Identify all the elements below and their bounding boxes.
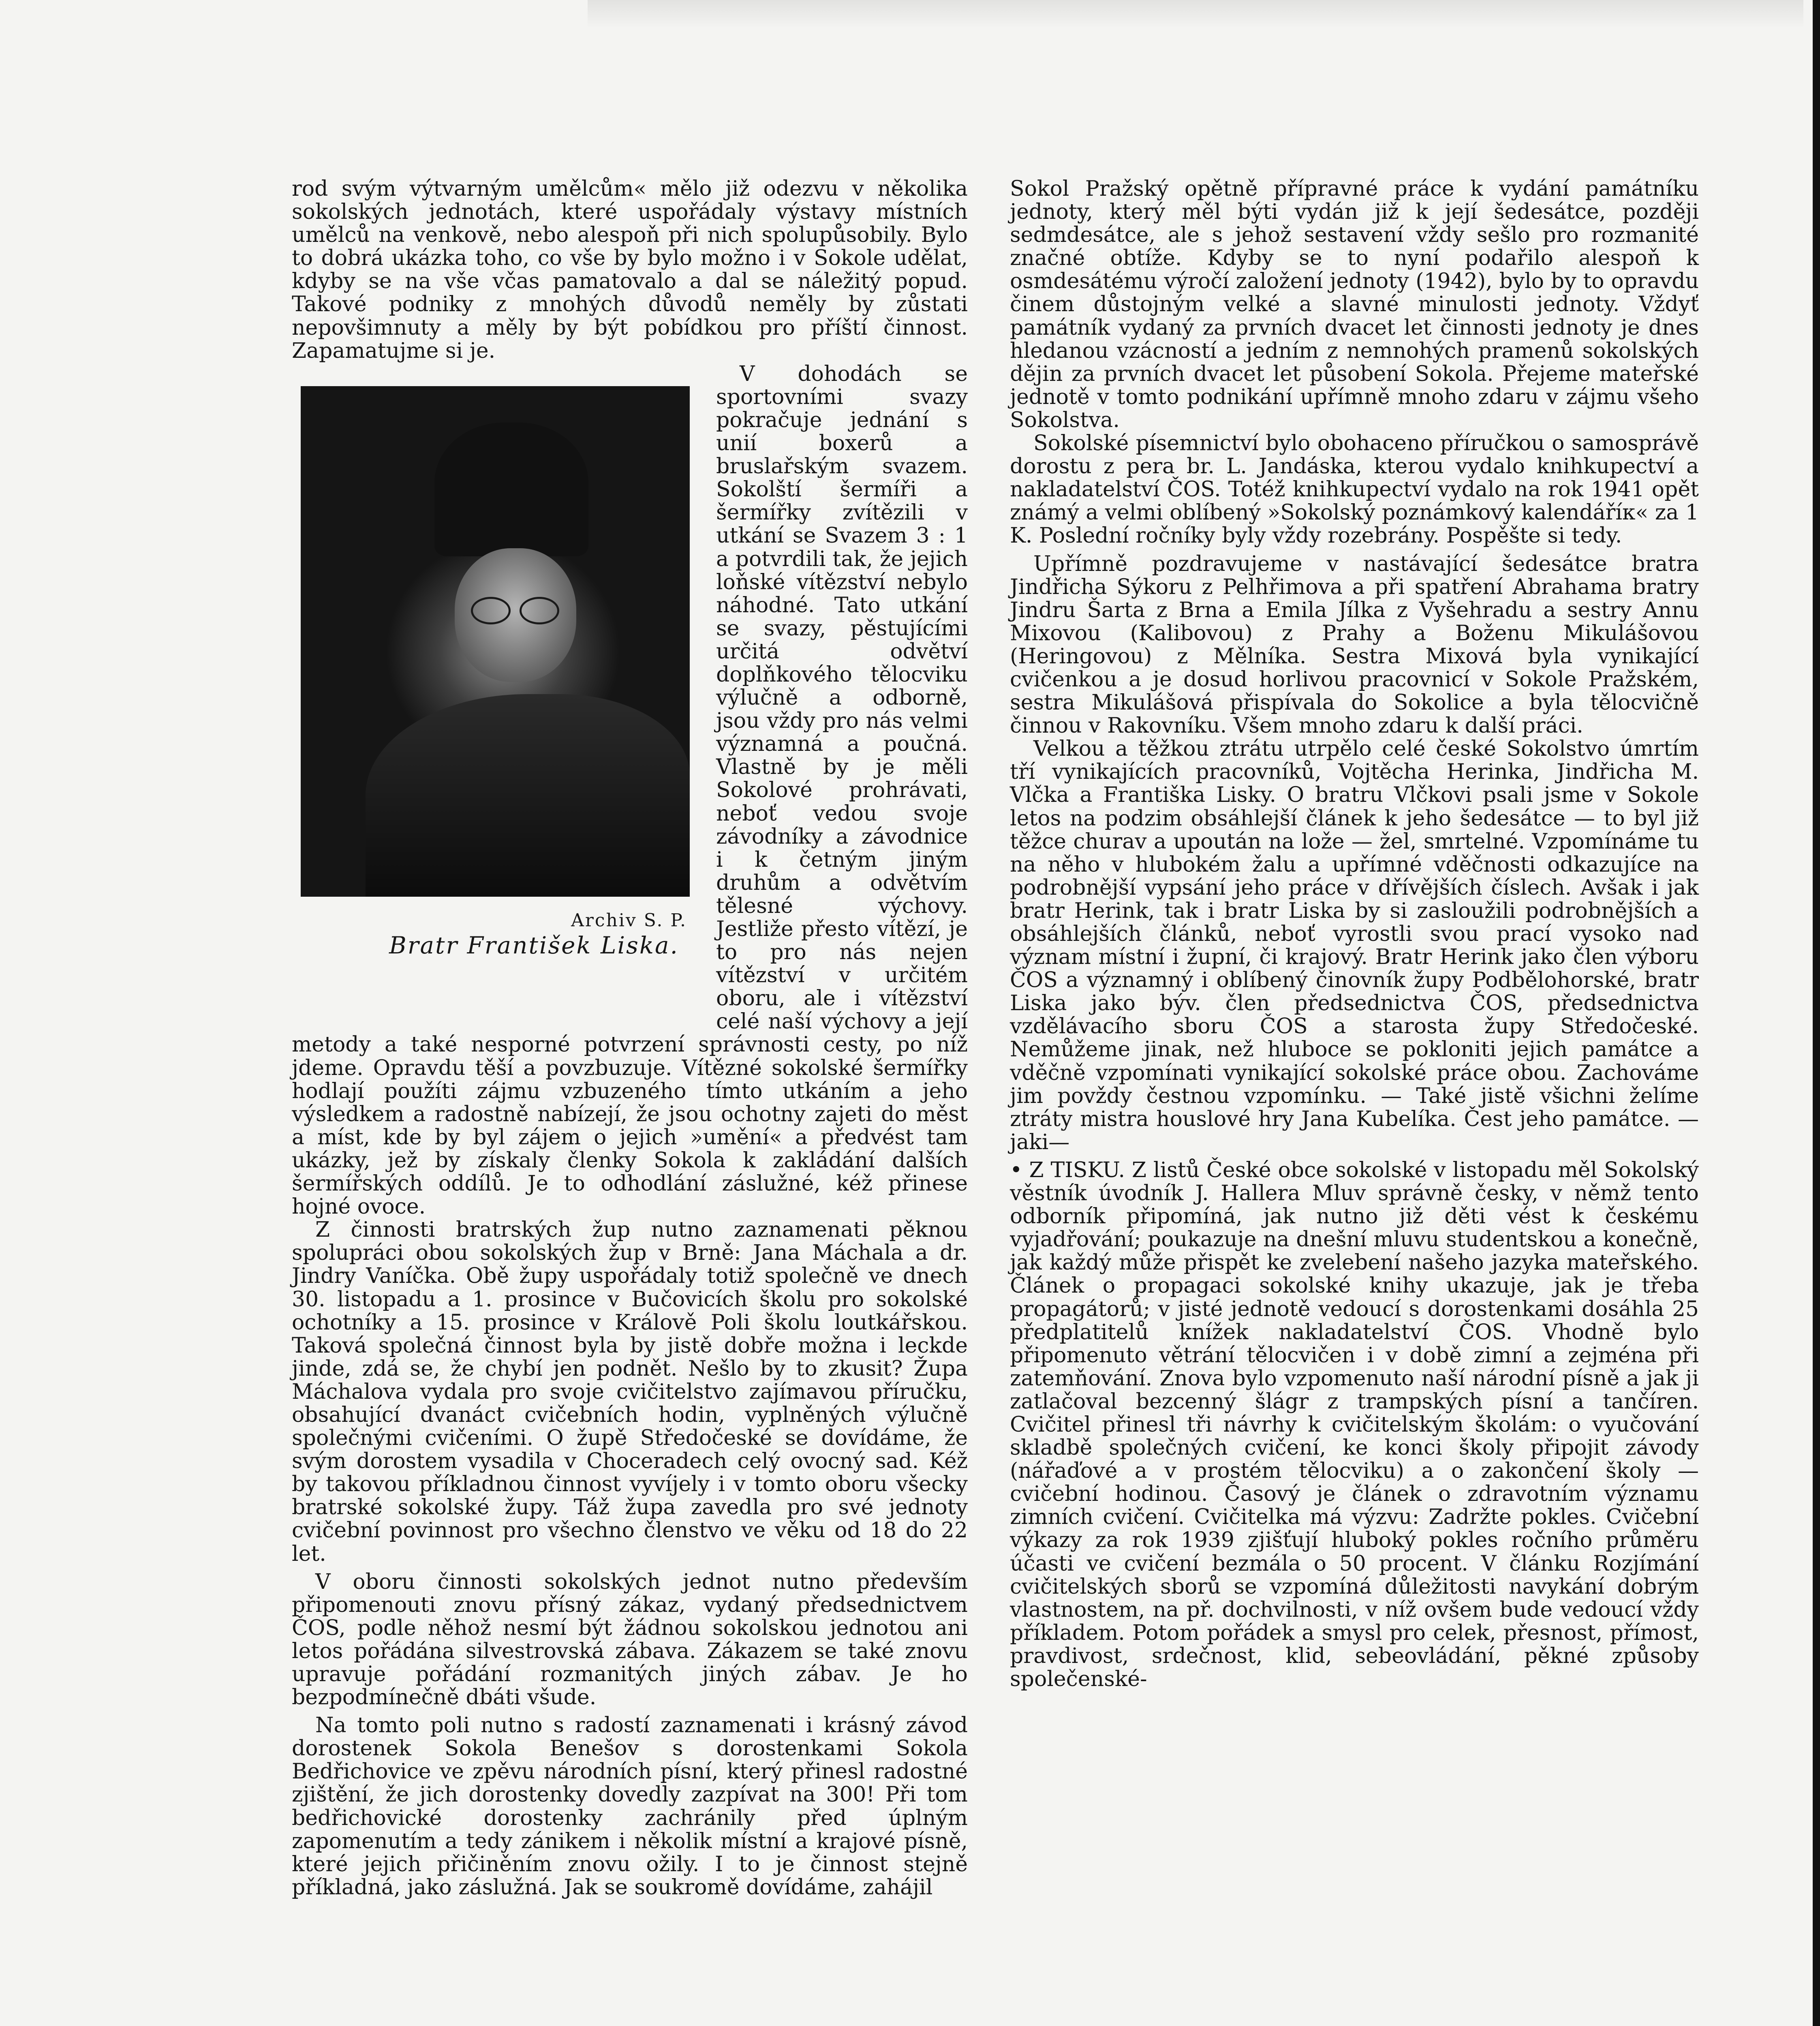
scan-right-border <box>1813 0 1820 2026</box>
photo-credit: Archiv S. P. <box>571 910 687 931</box>
coat-shape <box>366 694 690 897</box>
paragraph-z-tisku: • Z TISKU. Z listů České obce sokolské v listopadu měl Sokolský věstník úvodník J. Hallera Mluv správně česky, v němž tento odborník připomíná, jak nutno již děti vést k českému vyjadřování; poukazuje na dnešní mluvu studentskou a konečně, jak každý může přispět ke zvelebení našeho jazyka mateřského. Článek o propagaci sokolské knihy ukazuje, jak je třeba propagátorů; v jisté jednotě vedoucí s dorostenkami dosáhla 25 předplatitelů knížek nakladatelství ČOS. Vhodně bylo připomenuto větrání tělocvičen i v době zimní a zejména při zatemňování. Znova bylo vzpomenuto naší národní písně a jak ji zatlačoval bezcenný šlágr z trampských písní a tančíren. Cvičitel přinesl tři návrhy k cvičitelským školám: o vyučování skladbě společných cvičení, ke konci školy připojit závody (nářaďové a v prostém tělocviku) a o zakončení školy — cvičební hodinou. Časový je článek o zdravotním významu zimních cvičení. Cvičitelka má výzvu: Zadržte pokles. Cvičební výkazy za rok 1939 zjišťují hluboký pokles ročního průměru účasti ve cvičení bezmála o 50 procent. V článku Rozjímání cvičitelských sborů se vzpomíná důležitosti navykání dobrým vlastnostem, na př. dochvilnosti, v níž ovšem bude vedoucí vždy příkladem. Potom pořádek a smysl pro celek, přesnost, přímost, pravdivost, srdečnost, klid, sebeovládání, pěkné způsoby společenské- <box>1010 1158 1699 1691</box>
glasses-shape <box>467 597 564 621</box>
left-column <box>292 177 968 1899</box>
paragraph: V oboru činnosti sokolských jednot nutno především připomenouti znovu přísný zákaz, vydaný předsednictvem ČOS, podle něhož nesmí být žádnou sokolskou jednotou ani letos pořádána silvestrovská zábava. Zákazem se také znovu upravuje pořádání rozmanitých jiných zábav. Je ho bezpodmínečně dbáti všude. <box>292 1569 968 1710</box>
figure <box>292 386 703 1026</box>
right-column <box>1010 177 1699 1691</box>
paragraph: Z činnosti bratrských žup nutno zaznamenati pěknou spolupráci obou sokolských žup v Brně: Jana Máchala a dr. Jindry Vaníčka. Obě župy uspořádaly totiž společně ve dnech 30. listopadu a 1. prosince v Bučovicích školu pro sokolské ochotníky a 15. prosince v Králově Poli školu loutkářskou. Taková společná činnost byla by jistě dobře možna i leckde jinde, zdá se, že chybí jen podnět. Nešlo by to zkusit? Župa Máchalova vydala pro svoje cvičitelstvo zajímavou příručku, obsahující dvanáct cvičebních hodin, vyplněných výlučně společnými cvičeními. O župě Středočeské se dovídáme, že svým dorostem vysadila v Choceradech celý ovocný sad. Kéž by takovou příkladnou činnost vyvíjely i v tomto oboru všecky bratrské sokolské župy. Táž župa zavedla pro své jednoty cvičební povinnost pro všechno členstvo ve věku od 18 do 22 let. <box>292 1218 968 1566</box>
paragraph: Velkou a těžkou ztrátu utrpělo celé české Sokolstvo úmrtím tří vynikajících pracovníků, Vojtěcha Herinka, Jindřicha M. Vlčka a Františka Lisky. O bratru Vlčkovi psali jsme v Sokole letos na podzim obsáhlejší článek k jeho šedesátce — to byl již těžce churav a upoután na lože — žel, smrtelné. Vzpomínáme tu na něho v hlubokém žalu a upřímné vděčnosti odkazujíce na podrobnější vypsání jeho práce v dřívějších číslech. Avšak i jak bratr Herink, tak i bratr Liska by si zasloužili podrobnějších a obsáhlejších článků, neboť vyrostli svou prací vysoko nad význam místní i župní, či krajový. Bratr Herink jako člen výboru ČOS a významný i oblíbený činovník župy Podbělohorské, bratr Liska jako býv. člen předsednictva ČOS, předsednictva vzdělávacího sboru ČOS a starosta župy Středočeské. Nemůžeme jinak, než hluboce se pokloniti jejich památce a vděčně vzpomínati vynikající sokolské práce obou. Zachováme jim povždy čestnou vzpomínku. — Také jistě všichni želíme ztráty mistra houslové hry Jana Kubelíka. Čest jeho památce. —jaki— <box>1010 737 1699 1154</box>
scan-top-shadow <box>588 0 1803 28</box>
photo-caption: Bratr František Liska. <box>389 931 679 959</box>
paragraph: Sokol Pražský opětně přípravné práce k vydání památníku jednoty, který měl býti vydán již k její šedesátce, později sedmdesátce, ale s jehož sestavení vždy sešlo pro rozmanité značné obtíže. Kdyby se to nyní podařilo alespoň k osmdesátému výročí založení jednoty (1942), bylo by to opravdu činem důstojným velké a slavné minulosti jednoty. Vždyť památník vydaný za prvních dvacet let činnosti jednoty je dnes hledanou vzácností a jedním z nemnohých pramenů sokolských dějin za prvních dvacet let působení Sokola. Přejeme mateřské jednotě v tomto podnikání upřímně mnoho zdaru v zájmu všeho Sokolstva. <box>1010 177 1699 432</box>
paragraph: Sokolské písemnictví bylo obohaceno příručkou o samosprávě dorostu z pera br. L. Jandáska, kterou vydalo knihkupectví a nakladatelství ČOS. Totéž knihkupectví vydalo na rok 1941 opět známý a velmi oblíbený »Sokolský poznámkový kalendáříк« za 1 K. Poslední ročníky byly vždy rozebrány. Pospěšte si tedy. <box>1010 431 1699 548</box>
paragraph: Upřímně pozdravujeme v nastávající šedesátce bratra Jindřicha Sýkoru z Pelhřimova a při spatření Abrahama bratry Jindru Šarta z Brna a Emila Jílka z Vyšehradu a sestry Annu Mixovou (Kalibovou) z Prahy a Boženu Mikulášovou (Heringovou) z Mělníka. Sestra Mixová byla vynikající cvičenkou a je dosud horlivou pracovnicí v Sokole Pražském, sestra Mikulášová přispívala do Sokolice a byla tělocvičně činnou v Rakovníku. Všem mnoho zdaru k další práci. <box>1010 551 1699 738</box>
paragraph: rod svým výtvarným umělcům« mělo již odezvu v několika sokolských jednotách, které uspořádaly výstavy místních umělců na venkově, nebo alespoň při nich spolupůsobily. Bylo to dobrá ukázka toho, co vše by bylo možno i v Sokole udělat, kdyby se na vše včas pamatovalo a dal se náležitý popud. Takové podniky z mnohých důvodů neměly by zůstati nepovšimnuty a měly by být pobídkou pro příští činnost. Zapamatujme si je. <box>292 177 968 363</box>
hat-shape <box>434 423 588 556</box>
paragraph: V dohodách se sportovními svazy pokračuje jednání s unií boxerů a bruslařským svazem. Sokolští šermíři a šermířky zvítězili v utkání se Svazem 3 : 1 a potvrdili tak, že jejich loňské vítězství nebylo náhodné. Tato utkání se svazy, pěstujícími určitá odvětví doplňkového tělocviku výlučně a odborně, jsou vždy pro nás velmi významná a poučná. Vlastně by je měli Sokolové prohrávati, neboť vedou svoje závodníky a závodnice i k četným jiným druhům a odvětvím tělesné výchovy. Jestliže přesto vítězí, je to pro nás nejen vítězství v určitém oboru, ale i vítězství celé naší výchovy a její metody a také nesporné potvrzení správnosti cesty, po níž jdeme. Opravdu těší a povzbuzuje. Vítězné sokolské šermířky hodlají použíti zájmu vzbuzeného tímto utkáním a jeho výsledkem a radostně nabízejí, že jsou ochotny zajeti do měst a míst, kde by byl zájem o jejich »umění« a předvést tam ukázky, jež by získaly členky Sokola k zakládání dalších šermířských oddílů. Je to odhodlání záslužné, kéž přinese hojné ovoce. <box>292 361 968 1219</box>
paragraph: Na tomto poli nutno s radostí zaznamenati i krásný závod dorostenek Sokola Benešov s dorostenkami Sokola Bedřichovice ve zpěvu národních písní, který přinesl radostné zjištění, že jich dorostenky dovedly zazpívat na 300! Při tom bedřichovické dorostenky zachránily před úplným zapomenutím a tedy zánikem i několik místní a krajové písně, které jejich přičiněním znovu ožily. I to je činnost stejně příkladná, jako záslužná. Jak se soukromě dovídáme, zahájil <box>292 1713 968 1900</box>
portrait-photo <box>301 386 690 897</box>
